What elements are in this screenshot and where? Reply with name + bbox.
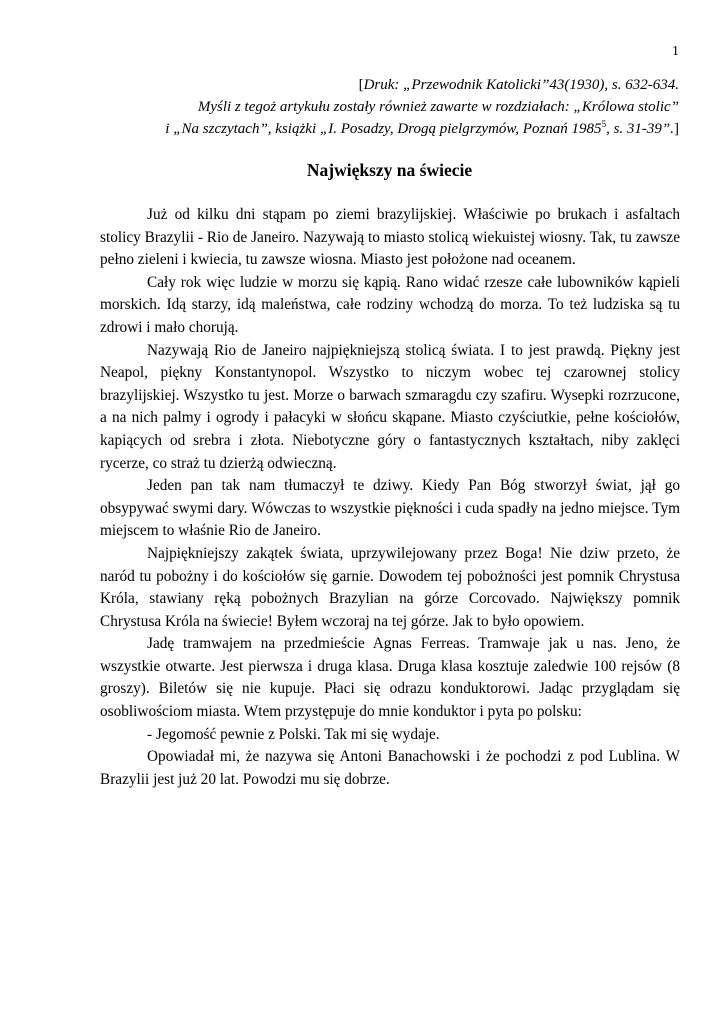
- source-line-1: [Druk: „Przewodnik Katolicki”43(1930), s. 632-634.: [358, 77, 679, 93]
- closing-bracket: ]: [674, 121, 679, 137]
- article-body: [100, 204, 680, 791]
- page-number: 1: [672, 44, 679, 59]
- paragraph: Opowiadał mi, że nazywa się Antoni Banachowski i że pochodzi z pod Lublina. W Brazylii jest już 20 lat. Powodzi mu się dobrze.: [100, 748, 680, 788]
- source-citation: [100, 74, 679, 140]
- source-line-3: i „Na szczytach”, książki „I. Posadzy, Drogą pielgrzymów, Poznań 1985$^5$, s. 31-39”.]: [165, 119, 679, 137]
- paragraph: Jadę tramwajem na przedmieście Agnas Ferreas. Tramwaje jak u nas. Jeno, że wszystkie otwarte. Jest pierwsza i druga klasa. Druga klasa kosztuje zaledwie 100 rejsów (8 groszy). Biletów się nie kupuje. Płaci się odrazu konduktorowi. Jadąc przyglądam się osobliwościom miasta. Wtem przystępuje do mnie konduktor i pyta po polsku:: [100, 635, 680, 721]
- footnote-marker: 5: [601, 119, 607, 129]
- article-title: Największy na świecie: [306, 160, 473, 180]
- opening-bracket: [: [358, 77, 364, 93]
- source-line-2: Myśli z tegoż artykułu zostały również zawarte w rozdziałach: „Królowa stolic”: [197, 99, 679, 115]
- paragraph: Jeden pan tak nam tłumaczył te dziwy. Kiedy Pan Bóg stworzył świat, jął go obsypywać swymi dary. Wówczas to wszystkie piękności i cuda spadły na jedno miejsce. Tym miejscem to właśnie Rio de Janeiro.: [100, 477, 680, 540]
- paragraph: Najpiękniejszy zakątek świata, uprzywilejowany przez Boga! Nie dziw przeto, że naród tu pobożny i do kościołów się garnie. Dowodem tej pobożności jest pomnik Chrystusa Króla, stawiany ręką pobożnych Brazylian na górze Corcovado. Największy pomnik Chrystusa Króla na świecie! Byłem wczoraj na tej górze. Jak to było opowiem.: [100, 544, 680, 630]
- paragraph: Już od kilku dni stąpam po ziemi brazylijskiej. Właściwie po brukach i asfaltach stolicy Brazylii - Rio de Janeiro. Nazywają to miasto stolicą wiekuistej wiosny. Tak, tu zawsze pełno zieleni i kwiecia, tu zawsze wiosna. Miasto jest położone nad oceanem.: [100, 206, 680, 269]
- paragraph: Cały rok więc ludzie w morzu się kąpią. Rano widać rzesze całe lubowników kąpieli morskich. Idą starzy, idą maleństwa, całe rodziny wchodzą do morza. To też ludziska są tu zdrowi i mało chorują.: [100, 273, 680, 336]
- paragraph: Nazywają Rio de Janeiro najpiękniejszą stolicą świata. I to jest prawdą. Piękny jest Neapol, piękny Konstantynopol. Wszystko to niczym wobec tej czarownej stolicy brazylijskiej. Wszystko tu jest. Morze o barwach szmaragdu czy szafiru. Wysepki rozrzucone, a na nich palmy i ogrody i pałacyki w słońcu skąpane. Miasto czyściutkie, pełne kościołów, kapiących od srebra i złota. Niebotyczne góry o fantastycznych kształtach, niby zaklęci rycerze, co straż tu dzierżą odwieczną.: [100, 341, 680, 472]
- paragraph: - Jegomość pewnie z Polski. Tak mi się wydaje.: [147, 725, 440, 743]
